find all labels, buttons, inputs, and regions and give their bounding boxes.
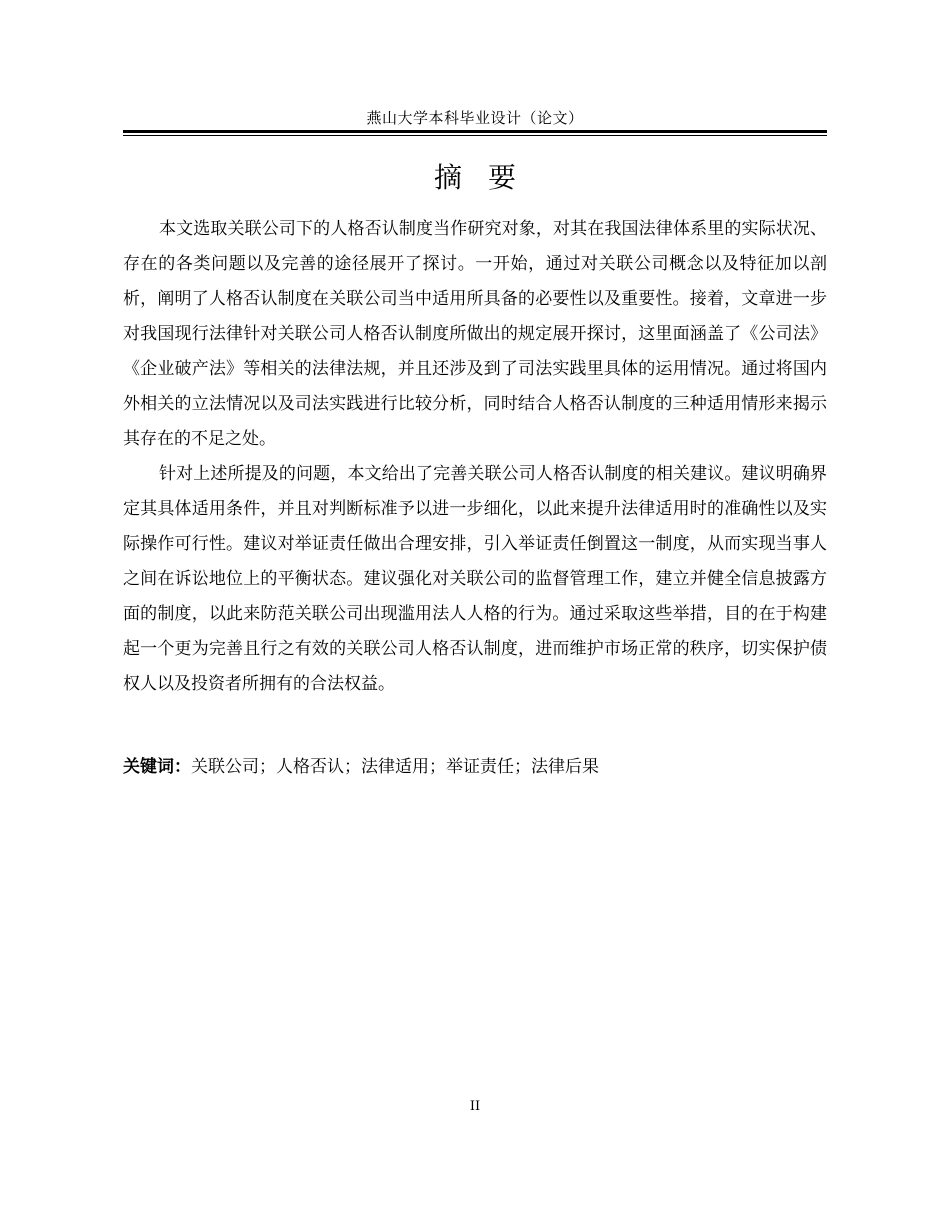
keywords-text: 关联公司；人格否认；法律适用；举证责任；法律后果 — [191, 757, 599, 777]
header-rule-thin — [123, 135, 827, 136]
keywords-line — [123, 752, 827, 782]
header-rule-thick — [123, 130, 827, 133]
keywords-label: 关键词： — [123, 757, 191, 777]
running-header: 燕山大学本科毕业设计（论文） — [366, 109, 584, 127]
abstract-paragraph-2: 针对上述所提及的问题，本文给出了完善关联公司人格否认制度的相关建议。建议明确界定其具体适用条件，并且对判断标准予以进一步细化，以此来提升法律适用时的准确性以及实际操作可行性。建议对举证责任做出合理安排，引入举证责任倒置这一制度，从而实现当事人之间在诉讼地位上的平衡状态。建议强化对关联公司的监督管理工作，建立并健全信息披露方面的制度，以此来防范关联公司出现滥用法人人格的行为。通过采取这些举措，目的在于构建起一个更为完善且行之有效的关联公司人格否认制度，进而维护市场正常的秩序，切实保护债权人以及投资者所拥有的合法权益。 — [123, 464, 827, 694]
abstract-title: 摘要 — [433, 161, 542, 194]
page-number: II — [469, 1099, 481, 1114]
abstract-paragraph-1: 本文选取关联公司下的人格否认制度当作研究对象，对其在我国法律体系里的实际状况、存在的各类问题以及完善的途径展开了探讨。一开始，通过对关联公司概念以及特征加以剖析，阐明了人格否认制度在关联公司当中适用所具备的必要性以及重要性。接着，文章进一步对我国现行法律针对关联公司人格否认制度所做出的规定展开探讨，这里面涵盖了《公司法》《企业破产法》等相关的法律法规，并且还涉及到了司法实践里具体的运用情况。通过将国内外相关的立法情况以及司法实践进行比较分析，同时结合人格否认制度的三种适用情形来揭示其存在的不足之处。 — [123, 219, 827, 449]
abstract-body — [123, 212, 827, 702]
